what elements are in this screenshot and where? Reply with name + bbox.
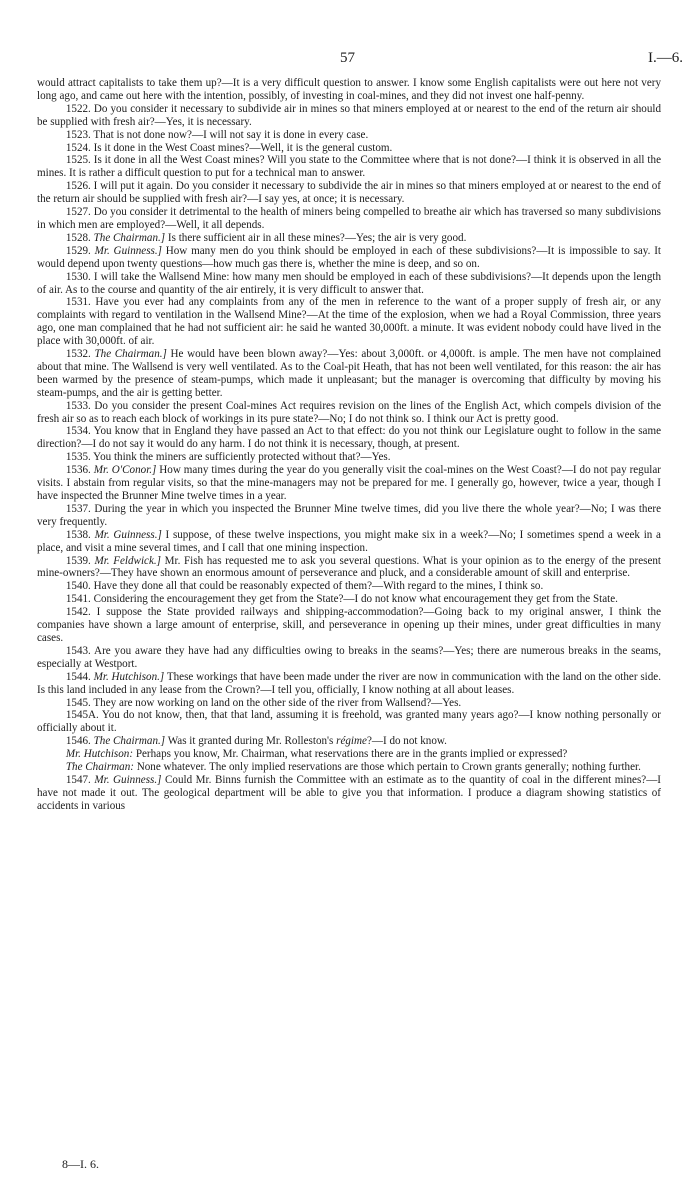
- signature-mark: 8—I. 6.: [62, 1157, 99, 1171]
- paragraph: 1528. The Chairman.] Is there sufficient air in all these mines?—Yes; the air is very good.: [65, 231, 467, 244]
- speaker: The Chairman.]: [94, 348, 167, 361]
- paragraph: 1529. Mr. Guinness.] How many men do you think should be employed in each of these subdivisions?—It is impossible to say. It would depend upon twenty questions—how much gas there is, whether the mine is deep, and so on.: [37, 244, 661, 270]
- speaker: Mr. Feldwick.]: [94, 554, 161, 567]
- paragraph: 1533. Do you consider the present Coal-mines Act requires revision on the lines of the English Act, which compels division of the fresh air so as to reach each block of workings in its pure state?—No; I do not think so. I think our Act is pretty good.: [37, 399, 661, 425]
- speaker: Mr. Guinness.]: [94, 244, 162, 257]
- paragraph: 1534. You know that in England they have passed an Act to that effect: do you not think our Legislature ought to follow in the same direction?—I do not say it would do any harm. I do not think it is necessary, though, at present.: [37, 425, 661, 451]
- paragraph: The Chairman: None whatever. The only implied reservations are those which pertain to Crown grants generally; nothing further.: [65, 761, 641, 774]
- page-header: [0, 50, 700, 70]
- evidence-text: [37, 77, 661, 813]
- speaker: Mr. O'Conor.]: [93, 464, 157, 477]
- paragraph: 1526. I will put it again. Do you consider it necessary to subdivide the air in mines so that miners employed at or nearest to the end of the return air should be supplied with fresh air?—I say yes, at once; it is necessary.: [37, 180, 661, 206]
- paragraph: 1532. The Chairman.] He would have been blown away?—Yes: about 3,000ft. or 4,000ft. is ample. The men have not complained about that mine. The Wallsend is very well ventilated. As to the Coal-pit Heath, that has not been well ventilated, for this reason: the air has been warmed by the presence of steam-pumps, which made it unpleasant; but the manager is overcoming that difficulty by moving his steam-pumps, and the air is getting better.: [37, 348, 661, 399]
- paragraph: 1543. Are you aware they have had any difficulties owing to breaks in the seams?—Yes; there are numerous breaks in the seams, especially at Westport.: [37, 644, 661, 670]
- paragraph: 1542. I suppose the State provided railways and shipping-accommodation?—Going back to my original answer, I think the companies have shown a large amount of enterprise, skill, and perseverance in opening up their mines, under great difficulties in many cases.: [37, 606, 661, 644]
- paragraph: would attract capitalists to take them up?—It is a very difficult question to answer. I know some English capitalists were out here not very long ago, and came out here with the intention, possibly, of investing in coal-mines, and they did not invest one half-penny.: [37, 77, 661, 102]
- speaker: Mr. Guinness.]: [94, 528, 162, 541]
- paragraph: 1531. Have you ever had any complaints from any of the men in reference to the want of a proper supply of fresh air, or any complaints with regard to ventilation in the Wallsend Mine?—At the time of the explosion, when we had a Royal Commission, three years ago, one man complained that he had not sufficient air: he said he wanted 30,000ft. a minute. It was evident nobody could have lived in the place with 30,000ft. of air.: [37, 296, 661, 348]
- paragraph: 1522. Do you consider it necessary to subdivide air in mines so that miners employed at or nearest to the end of the return air should be supplied with fresh air?—Yes, it is necessary.: [37, 102, 661, 128]
- paragraph: 1530. I will take the Wallsend Mine: how many men should be employed in each of these subdivisions?—It depends upon the length of air. As to the course and quantity of the air entirely, it is very difficult to answer that.: [37, 270, 661, 296]
- page-number: 57: [340, 50, 355, 66]
- speaker: The Chairman.]: [93, 231, 166, 244]
- speaker: Mr. Hutchison.]: [93, 670, 165, 683]
- paragraph: 1541. Considering the encouragement they get from the State?—I do not know what encouragement they get from the State.: [65, 593, 618, 606]
- paper-reference: I.—6.: [648, 50, 683, 66]
- paragraph: 1538. Mr. Guinness.] I suppose, of these twelve inspections, you might make six in a week?—No; I sometimes spend a week in a place, and visit a mine several times, and I call that one mining inspection.: [37, 528, 661, 554]
- paragraph: Mr. Hutchison: Perhaps you know, Mr. Chairman, what reservations there are in the grants implied or expressed?: [65, 748, 568, 761]
- paragraph: 1536. Mr. O'Conor.] How many times during the year do you generally visit the coal-mines on the West Coast?—I do not pay regular visits. I abstain from regular visits, so that the mine-managers may not be prepared for me. I generally go, however, twice a year, though I have inspected the Brunner Mine twelve times in a year.: [37, 464, 661, 502]
- paragraph: 1540. Have they done all that could be reasonably expected of them?—With regard to the mines, I think so.: [65, 580, 544, 593]
- paragraph: 1544. Mr. Hutchison.] These workings that have been made under the river are now in communication with the land on the other side. Is this land included in any lease from the Crown?—I tell you, officially, I know nothing at all about leases.: [37, 670, 661, 696]
- paragraph: 1525. Is it done in all the West Coast mines? Will you state to the Committee where that is not done?—I think it is observed in all the mines. It is rather a difficult question to put for a technical man to answer.: [37, 154, 661, 180]
- paragraph: 1524. Is it done in the West Coast mines?—Well, it is the general custom.: [65, 141, 393, 154]
- speaker: The Chairman.]: [93, 735, 166, 748]
- speaker: Mr. Hutchison:: [65, 748, 134, 761]
- paragraph: 1547. Mr. Guinness.] Could Mr. Binns furnish the Committee with an estimate as to the quantity of coal in the different mines?—I have not made it out. The geological department will be able to give you that information. I produce a diagram showing statistics of accidents in various: [37, 773, 661, 812]
- paragraph: 1545A. You do not know, then, that that land, assuming it is freehold, was granted many years ago?—I know nothing personally or officially about it.: [37, 709, 661, 735]
- paragraph: 1523. That is not done now?—I will not say it is done in every case.: [65, 128, 369, 141]
- paragraph: 1545. They are now working on land on the other side of the river from Wallsend?—Yes.: [65, 696, 462, 709]
- paragraph: 1527. Do you consider it detrimental to the health of miners being compelled to breathe air which has traversed so many subdivisions in which men are employed?—Well, it all depends.: [37, 206, 661, 231]
- paragraph: 1535. You think the miners are sufficiently protected without that?—Yes.: [65, 451, 391, 464]
- speaker: Mr. Guinness.]: [94, 773, 162, 786]
- speaker: The Chairman:: [65, 761, 134, 774]
- paragraph: 1539. Mr. Feldwick.] Mr. Fish has requested me to ask you several questions. What is your opinion as to the energy of the present mine-owners?—They have shown an enormous amount of perseverance and pluck, and a considerable amount of skill and enterprise.: [37, 554, 662, 580]
- paragraph: 1537. During the year in which you inspected the Brunner Mine twelve times, did you live there the whole year?—No; I was there very frequently.: [37, 502, 661, 528]
- paragraph: 1546. The Chairman.] Was it granted during Mr. Rolleston's régime?—I do not know.: [65, 735, 447, 748]
